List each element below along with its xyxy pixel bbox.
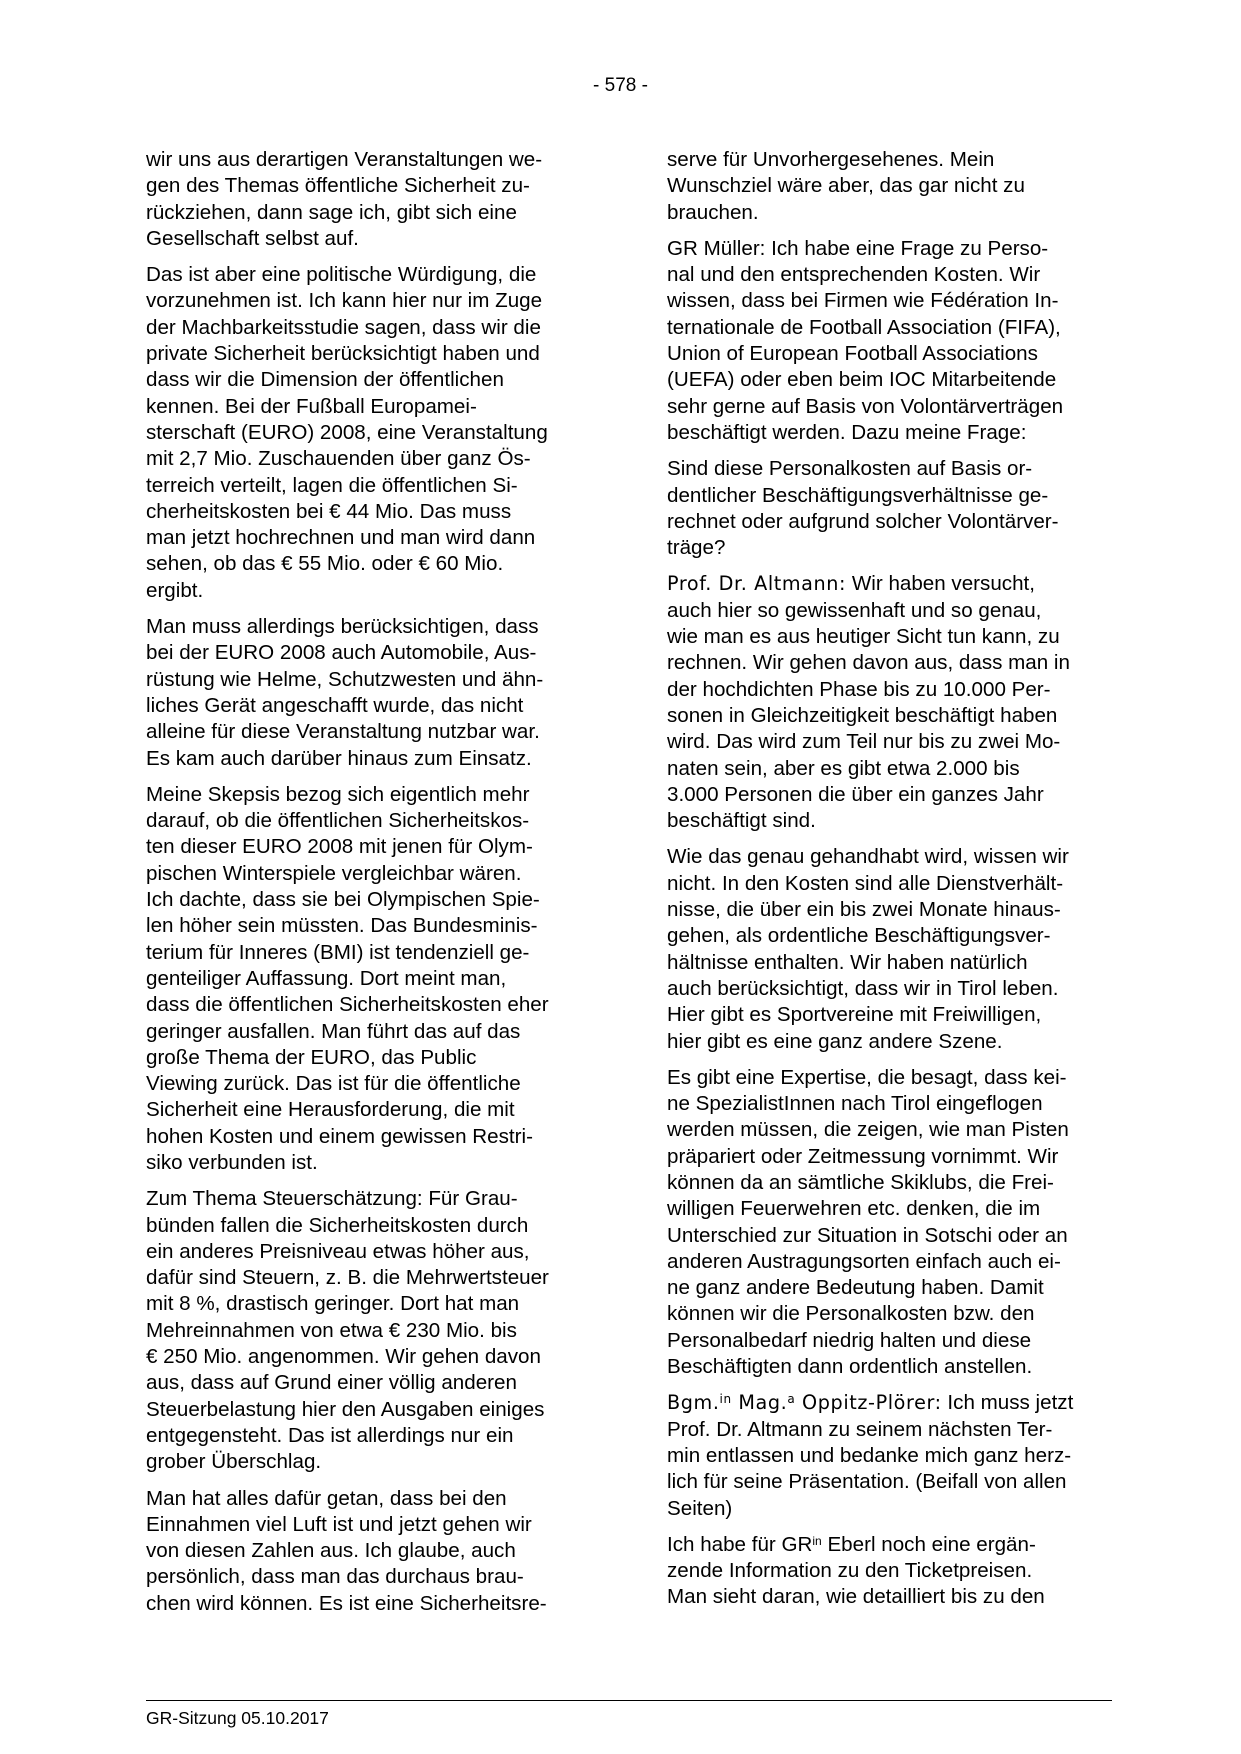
- speaker-surname: Oppitz-Plörer:: [795, 1391, 942, 1415]
- paragraph: GR Müller: Ich habe eine Frage zu Perso- nal und den entsprechenden Kosten. Wir wissen, dass bei Firmen wie Fédération In- ternationale de Football Association (FIFA), Union of European Football Associations (UEFA) oder eben beim IOC Mitarbeitende sehr gerne auf Basis von Volontärverträgen beschäftigt werden. Dazu meine Frage:: [667, 236, 1064, 444]
- speech-text: Ich muss jetzt Prof. Dr. Altmann zu seinem nächsten Ter- min entlassen und bedanke mich ganz herz- lich für seine Präsentation. (Beifall von allen Seiten): [667, 1391, 1074, 1520]
- paragraph: Wie das genau gehandhabt wird, wissen wir nicht. In den Kosten sind alle Dienstverhält- nisse, die über ein bis zwei Monate hinaus- gehen, als ordentliche Beschäftigungsver- hältnisse enthalten. Wir haben natürlich auch berücksichtigt, dass wir in Tirol leben. Hier gibt es Sportvereine mit Freiwilligen, hier gibt es eine ganz andere Szene.: [667, 845, 1069, 1053]
- paragraph: Das ist aber eine politische Würdigung, die vorzunehmen ist. Ich kann hier nur im Zuge der Machbarkeitsstudie sagen, dass wir die private Sicherheit berücksichtigt haben und dass wir die Dimension der öffentlichen kennen. Bei der Fußball Europamei- sterschaft (EURO) 2008, eine Veranstaltung mit 2,7 Mio. Zuschauenden über ganz Ös- terreich verteilt, lagen die öffentlichen Si- cherheitskosten bei € 44 Mio. Das muss man jetzt hochrechnen und man wird dann sehen, ob das € 55 Mio. oder € 60 Mio. ergibt.: [146, 263, 548, 602]
- speaker-paragraph: [667, 1390, 1122, 1521]
- footer-session-date: GR-Sitzung 05.10.2017: [146, 1708, 329, 1728]
- paragraph: [667, 1532, 1122, 1611]
- paragraph: Man hat alles dafür getan, dass bei den Einnahmen viel Luft ist und jetzt gehen wir von diesen Zahlen aus. Ich glaube, auch persönlich, dass man das durchaus brau- chen wird können. Es ist eine Sicherheitsre-: [146, 1486, 547, 1615]
- speaker-title: Bgm.: [667, 1391, 720, 1415]
- paragraph: Sind diese Personalkosten auf Basis or- dentlicher Beschäftigungsverhältnisse ge- rechnet oder aufgrund solcher Volontärver- träge?: [667, 457, 1059, 560]
- paragraph: wir uns aus derartigen Veranstaltungen we- gen des Themas öffentliche Sicherheit zu- rückziehen, dann sage ich, gibt sich eine Gesellschaft selbst auf.: [146, 148, 543, 250]
- superscript: a: [787, 1392, 796, 1407]
- superscript: in: [719, 1392, 732, 1407]
- speech-text: Wir haben versucht, auch hier so gewissenhaft und so genau, wie man es aus heutiger Sicht tun kann, zu rechnen. Wir gehen davon aus, dass man in der hochdichten Phase bis zu 10.000 Per- sonen in Gleichzeitigkeit beschäftigt haben wird. Das wird zum Teil nur bis zu zwei Mo- naten sein, aber es gibt etwa 2.000 bis 3.000 Personen die über ein ganzes Jahr beschäftigt sind.: [667, 572, 1070, 833]
- page-number: - 578 -: [593, 75, 648, 96]
- superscript: in: [812, 1533, 822, 1548]
- speaker-title: Mag.: [731, 1391, 788, 1415]
- footer-rule: [146, 1700, 1112, 1701]
- paragraph: serve für Unvorhergesehenes. Mein Wunschziel wäre aber, das gar nicht zu brauchen.: [667, 148, 1025, 224]
- speaker-name: Prof. Dr. Altmann:: [667, 572, 847, 596]
- paragraph: Man muss allerdings berücksichtigen, dass bei der EURO 2008 auch Automobile, Aus- rüstung wie Helme, Schutzwesten und ähn- liches Gerät angeschafft wurde, das nicht alleine für diese Veranstaltung nutzbar war. Es kam auch darüber hinaus zum Einsatz.: [146, 615, 544, 770]
- speaker-name: [667, 1391, 942, 1414]
- text-run: Ich habe für GR: [667, 1532, 813, 1556]
- paragraph: Zum Thema Steuerschätzung: Für Grau- bünden fallen die Sicherheitskosten durch ein anderes Preisniveau etwas höher aus, dafür sind Steuern, z. B. die Mehrwertsteuer mit 8 %, drastisch geringer. Dort hat man Mehreinnahmen von etwa € 230 Mio. bis € 250 Mio. angenommen. Wir gehen davon aus, dass auf Grund einer völlig anderen Steuerbelastung hier den Ausgaben einiges entgegensteht. Das ist allerdings nur ein grober Überschlag.: [146, 1187, 549, 1474]
- left-column: [146, 147, 601, 1627]
- right-column: [667, 147, 1122, 1621]
- paragraph: Es gibt eine Expertise, die besagt, dass kei- ne SpezialistInnen nach Tirol eingeflogen werden müssen, die zeigen, wie man Pisten präpariert oder Zeitmessung vornimmt. Wir können da an sämtliche Skiklubs, die Frei- willigen Feuerwehren etc. denken, die im Unterschied zur Situation in Sotschi oder an anderen Austragungsorten einfach auch ei- ne ganz andere Bedeutung haben. Damit können wir die Personalkosten bzw. den Personalbedarf niedrig halten und diese Beschäftigten dann ordentlich anstellen.: [667, 1065, 1069, 1379]
- text-run: Eberl noch eine ergän- zende Information zu den Ticketpreisen. Man sieht daran, wie detailliert bis zu den: [667, 1532, 1045, 1609]
- speaker-paragraph: [667, 571, 1122, 834]
- paragraph: Meine Skepsis bezog sich eigentlich mehr darauf, ob die öffentlichen Sicherheitskos- ten dieser EURO 2008 mit jenen für Olym- pischen Winterspiele vergleichbar wären. Ich dachte, dass sie bei Olympischen Spie- len höher sein müssten. Das Bundesminis- terium für Inneres (BMI) ist tendenziell ge- genteiliger Auffassung. Dort meint man, dass die öffentlichen Sicherheitskosten eher geringer ausfallen. Man führt das auf das große Thema der EURO, das Public Viewing zurück. Das ist für die öffentliche Sicherheit eine Herausforderung, die mit hohen Kosten und einem gewissen Restri- siko verbunden ist.: [146, 782, 549, 1174]
